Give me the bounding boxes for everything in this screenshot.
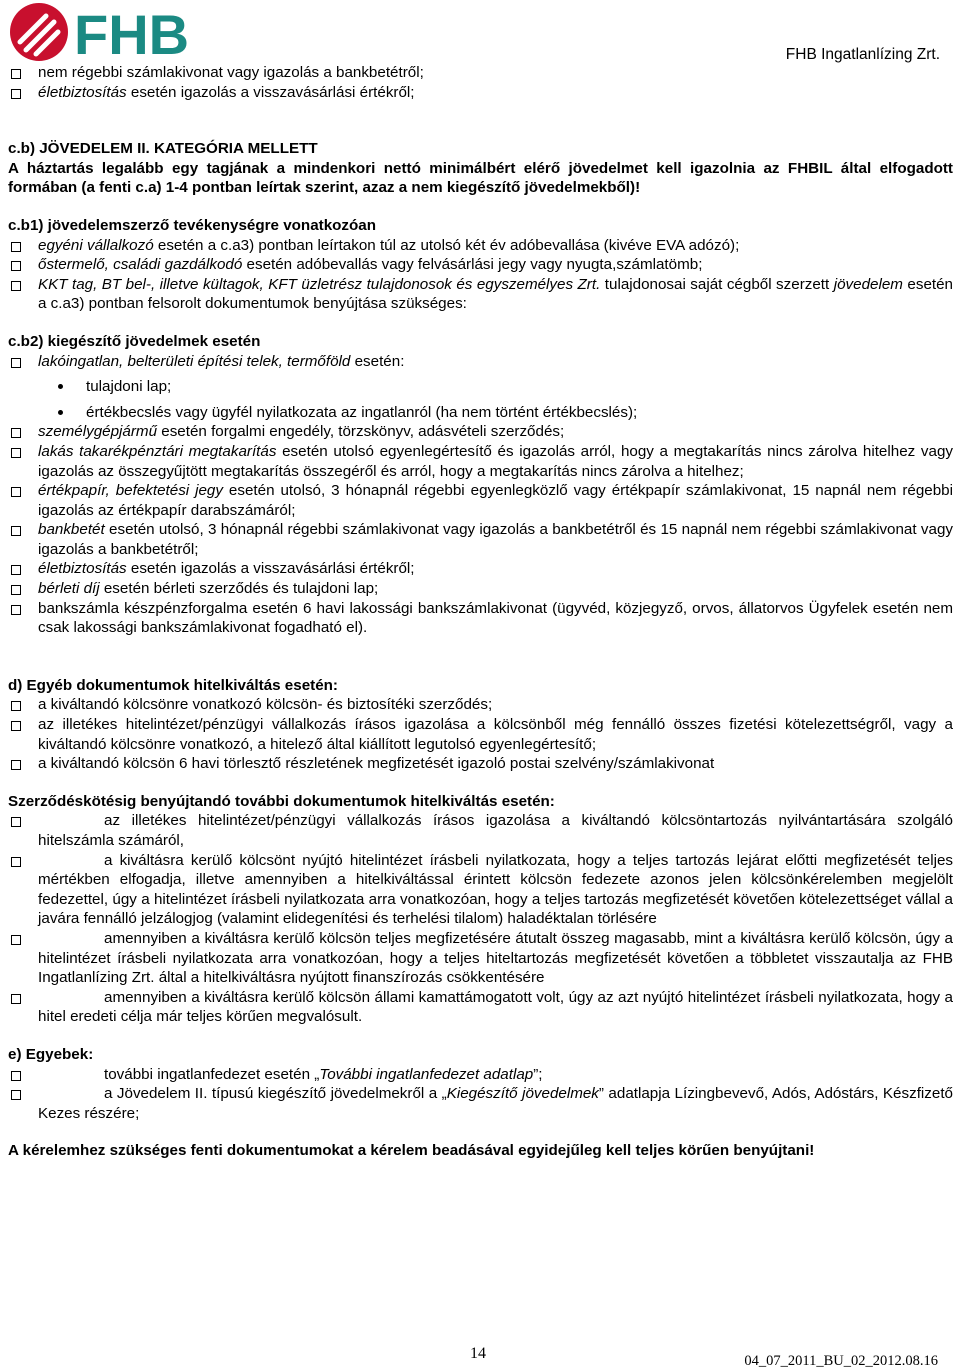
section-title-d: d) Egyéb dokumentumok hitelkiváltás esetén: (8, 676, 338, 694)
bullet-item: értékbecslés vagy ügyfél nyilatkozata az ingatlanról (ha nem történt értékbecslés); (8, 403, 953, 423)
list-item: a Jövedelem II. típusú kiegészítő jövedelmekről a „Kiegészítő jövedelmek” adatlapja Lízingbevevő, Adós, Adóstárs, Készfizető Kezes részére; (8, 1084, 953, 1123)
section-title-contract: Szerződéskötésig benyújtandó további dokumentumok hitelkiváltás esetén: (8, 792, 555, 810)
document-id: 04_07_2011_BU_02_2012.08.16 (744, 1353, 938, 1369)
subsection-title-b2: c.b2) kiegészítő jövedelmek esetén (8, 332, 261, 350)
list-item: őstermelő, családi gazdálkodó esetén adóbevallás vagy felvásárlási jegy vagy nyugta,számlatömb; (8, 255, 953, 275)
company-name: FHB Ingatlanlízing Zrt. (785, 46, 940, 63)
list-item: az illetékes hitelintézet/pénzügyi vállalkozás írásos igazolása a kölcsönből még fennálló összes fizetési kötelezettségről, vagy a kiváltandó kölcsönre vonatkozó, a hitelező által kiállított legutolsó egyenlegértesítő; (8, 715, 953, 754)
section-title-e: e) Egyebek: (8, 1045, 94, 1063)
list-item: bankbetét esetén utolsó, 3 hónapnál régebbi számlakivonat vagy igazolás a bankbetétről és 15 napnál nem régebbi számlakivonat vagy igazolás a bankbetétről; (8, 520, 953, 559)
list-item: értékpapír, befektetési jegy esetén utolsó, 3 hónapnál régebbi egyenlegközlő vagy értékpapír számlakivonat, 15 napnál nem régebbi igazolás az értékpapír darabszámáról; (8, 481, 953, 520)
list-item: amennyiben a kiváltásra kerülő kölcsön állami kamattámogatott volt, úgy az azt nyújtó hitelintézet írásbeli nyilatkozata, hogy a hitel eredeti célja már teljes körűen megvalósult. (8, 988, 953, 1027)
closing-statement: A kérelemhez szükséges fenti dokumentumokat a kérelem beadásával egyidejűleg kell teljes körűen benyújtani! (8, 1142, 815, 1160)
list-item: a kiváltandó kölcsön 6 havi törlesztő részletének megfizetését igazoló postai szelvény/számlakivonat (8, 754, 953, 774)
list-item: lakóingatlan, belterületi építési telek, termőföld esetén: (8, 352, 953, 372)
list-item: nem régebbi számlakivonat vagy igazolás a bankbetétről; (8, 63, 953, 83)
list-item: a kiváltandó kölcsönre vonatkozó kölcsön- és biztosítéki szerződés; (8, 695, 953, 715)
list-item: lakás takarékpénztári megtakarítás esetén utolsó egyenlegértesítő és igazolás arról, hogy a megtakarítás nincs zárolva hitelhez vagy igazolás az összegyűjtött megtakarítás összegéről és arról, hogy a megtakarítás nincs zárolva a hitelhez; (8, 442, 953, 481)
list-item: egyéni vállalkozó esetén a c.a3) pontban leírtakon túl az utolsó két év adóbevallása (kivéve EVA adózó); (8, 236, 953, 256)
document-body (8, 63, 953, 1161)
section-title-cb: c.b) JÖVEDELEM II. KATEGÓRIA MELLETT (8, 140, 318, 158)
fhb-logo (6, 2, 206, 62)
list-item: KKT tag, BT bel-, illetve kültagok, KFT üzletrész tulajdonosok és egyszemélyes Zrt. tulajdonosai saját cégből szerzett jövedelem esetén a c.a3) pontban felsorolt dokumentumok benyújtása szükséges: (8, 275, 953, 314)
list-item: életbiztosítás esetén igazolás a visszavásárlási értékről; (8, 559, 953, 579)
list-item: életbiztosítás esetén igazolás a visszavásárlási értékről; (8, 83, 953, 103)
list-item: a kiváltásra kerülő kölcsönt nyújtó hitelintézet írásbeli nyilatkozata, hogy a teljes tartozás lejárat előtti megfizetését teljes mértékben elfogadja, illetve amennyiben a hitelkiváltással érintett kölcsön fedezete azonos jelen kölcsönkérelemben megjelölt fedezettel, úgy a hitelintézet írásbeli nyilatkozata arra vonatkozóan, hogy a teljes tartozás megfizetését követően kötelezettséget vállal a javára fennálló jelzálogjog (valamint elidegenítési és terhelési tilalom) haladéktalan törlésére (8, 851, 953, 929)
list-item: bankszámla készpénzforgalma esetén 6 havi lakossági bankszámlakivonat (ügyvéd, közjegyző, orvos, állatorvos Ügyfelek esetén nem csak lakossági bankszámlakivonat fogadható el). (8, 599, 953, 638)
fhb-logo-mark (6, 2, 206, 62)
subsection-title-b1: c.b1) jövedelemszerző tevékenységre vonatkozóan (8, 216, 377, 234)
list-item: további ingatlanfedezet esetén „További ingatlanfedezet adatlap”; (8, 1065, 953, 1085)
list-item: az illetékes hitelintézet/pénzügyi vállalkozás írásos igazolása a kiváltandó kölcsöntartozás nyilvántartására szolgáló hitelszámla számáról, (8, 811, 953, 850)
section-intro-cb: A háztartás legalább egy tagjának a mindenkori nettó minimálbért elérő jövedelmet kell igazolnia az FHBIL által elfogadott formában (a fenti c.a) 1-4 pontban leírtak szerint, azaz a nem kiegészítő jövedelmekből)! (8, 159, 953, 197)
svg-text:FHB: FHB (74, 3, 190, 62)
list-item: bérleti díj esetén bérleti szerződés és tulajdoni lap; (8, 579, 953, 599)
list-item: személygépjármű esetén forgalmi engedély, törzskönyv, adásvételi szerződés; (8, 422, 953, 442)
bullet-item: tulajdoni lap; (8, 377, 953, 397)
list-item: amennyiben a kiváltásra kerülő kölcsön teljes megfizetésére átutalt összeg magasabb, mint a kiváltásra kerülő kölcsön, úgy a hitelintézet írásbeli nyilatkozata arra vonatkozóan, hogy a teljes hiteltartozás megfizetését követően a többletet visszautalja az FHB Ingatlanlízing Zrt. által a hitelkiváltásra nyújtott finanszírozás csökkentésére (8, 929, 953, 988)
page-number: 14 (470, 1345, 486, 1362)
